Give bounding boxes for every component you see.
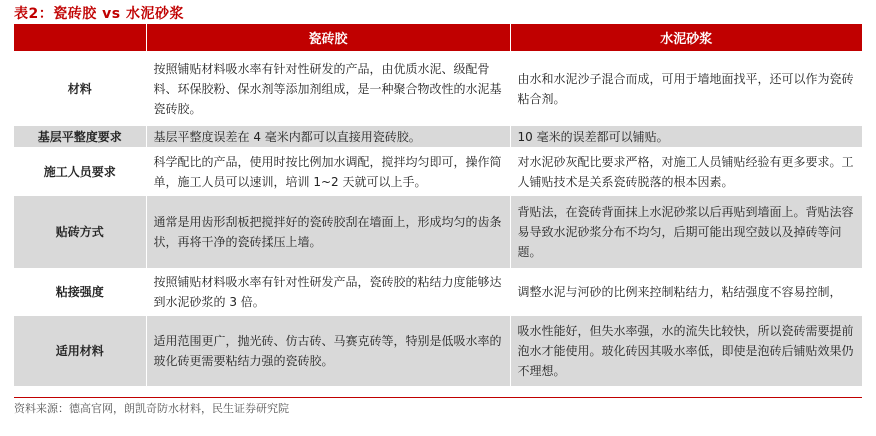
source-note: 资料来源：德高官网，朗凯奇防水材料，民生证券研究院 bbox=[14, 402, 289, 415]
cement-mortar-cell: 对水泥砂灰配比要求严格，对施工人员铺贴经验有更多要求。工人铺贴技术是关系瓷砖脱落的根本因素。 bbox=[510, 148, 862, 196]
table-title: 表2：瓷砖胶 vs 水泥砂浆 bbox=[14, 6, 184, 22]
row-label: 适用材料 bbox=[14, 316, 146, 386]
row-label: 粘接强度 bbox=[14, 269, 146, 316]
table-row-workers bbox=[14, 148, 862, 196]
row-label: 基层平整度要求 bbox=[14, 126, 146, 148]
tile-adhesive-cell: 通常是用齿形刮板把搅拌好的瓷砖胶刮在墙面上，形成均匀的齿条状，再将干净的瓷砖揉压上墙。 bbox=[146, 196, 510, 269]
row-label: 材料 bbox=[14, 52, 146, 126]
cement-mortar-cell: 背贴法，在瓷砖背面抹上水泥砂浆以后再贴到墙面上。背贴法容易导致水泥砂浆分布不均匀，后期可能出现空鼓以及掉砖等问题。 bbox=[510, 196, 862, 269]
tile-adhesive-cell: 按照铺贴材料吸水率有针对性研发的产品，由优质水泥、级配骨料、环保胶粉、保水剂等添加剂组成，是一种聚合物改性的水泥基瓷砖胶。 bbox=[146, 52, 510, 126]
cement-mortar-cell: 由水和水泥沙子混合而成，可用于墙地面找平，还可以作为瓷砖粘合剂。 bbox=[510, 52, 862, 126]
header-tile-adhesive: 瓷砖胶 bbox=[146, 24, 510, 52]
table-row-flatness bbox=[14, 126, 862, 148]
table-row-method bbox=[14, 196, 862, 269]
table-row-applicable bbox=[14, 316, 862, 386]
table-bottom-rule bbox=[14, 397, 862, 398]
comparison-table-container bbox=[14, 24, 862, 386]
row-label: 施工人员要求 bbox=[14, 148, 146, 196]
table-row-strength bbox=[14, 269, 862, 316]
cement-mortar-cell: 调整水泥与河砂的比例来控制粘结力，粘结强度不容易控制， bbox=[510, 269, 862, 316]
tile-adhesive-cell: 科学配比的产品，使用时按比例加水调配，搅拌均匀即可，操作简单，施工人员可以速训，培训 1~2 天就可以上手。 bbox=[146, 148, 510, 196]
tile-adhesive-cell: 基层平整度误差在 4 毫米内都可以直接用瓷砖胶。 bbox=[146, 126, 510, 148]
comparison-table bbox=[14, 24, 862, 386]
cement-mortar-cell: 10 毫米的误差都可以铺贴。 bbox=[510, 126, 862, 148]
tile-adhesive-cell: 适用范围更广，抛光砖、仿古砖、马赛克砖等，特别是低吸水率的玻化砖更需要粘结力强的瓷砖胶。 bbox=[146, 316, 510, 386]
cement-mortar-cell: 吸水性能好，但失水率强，水的流失比较快，所以瓷砖需要提前泡水才能使用。玻化砖因其吸水率低，即使是泡砖后铺贴效果仍不理想。 bbox=[510, 316, 862, 386]
table-row-material bbox=[14, 52, 862, 126]
table-header-row bbox=[14, 24, 862, 52]
row-label: 贴砖方式 bbox=[14, 196, 146, 269]
header-blank bbox=[14, 24, 146, 52]
tile-adhesive-cell: 按照铺贴材料吸水率有针对性研发产品，瓷砖胶的粘结力度能够达到水泥砂浆的 3 倍。 bbox=[146, 269, 510, 316]
header-cement-mortar: 水泥砂浆 bbox=[510, 24, 862, 52]
